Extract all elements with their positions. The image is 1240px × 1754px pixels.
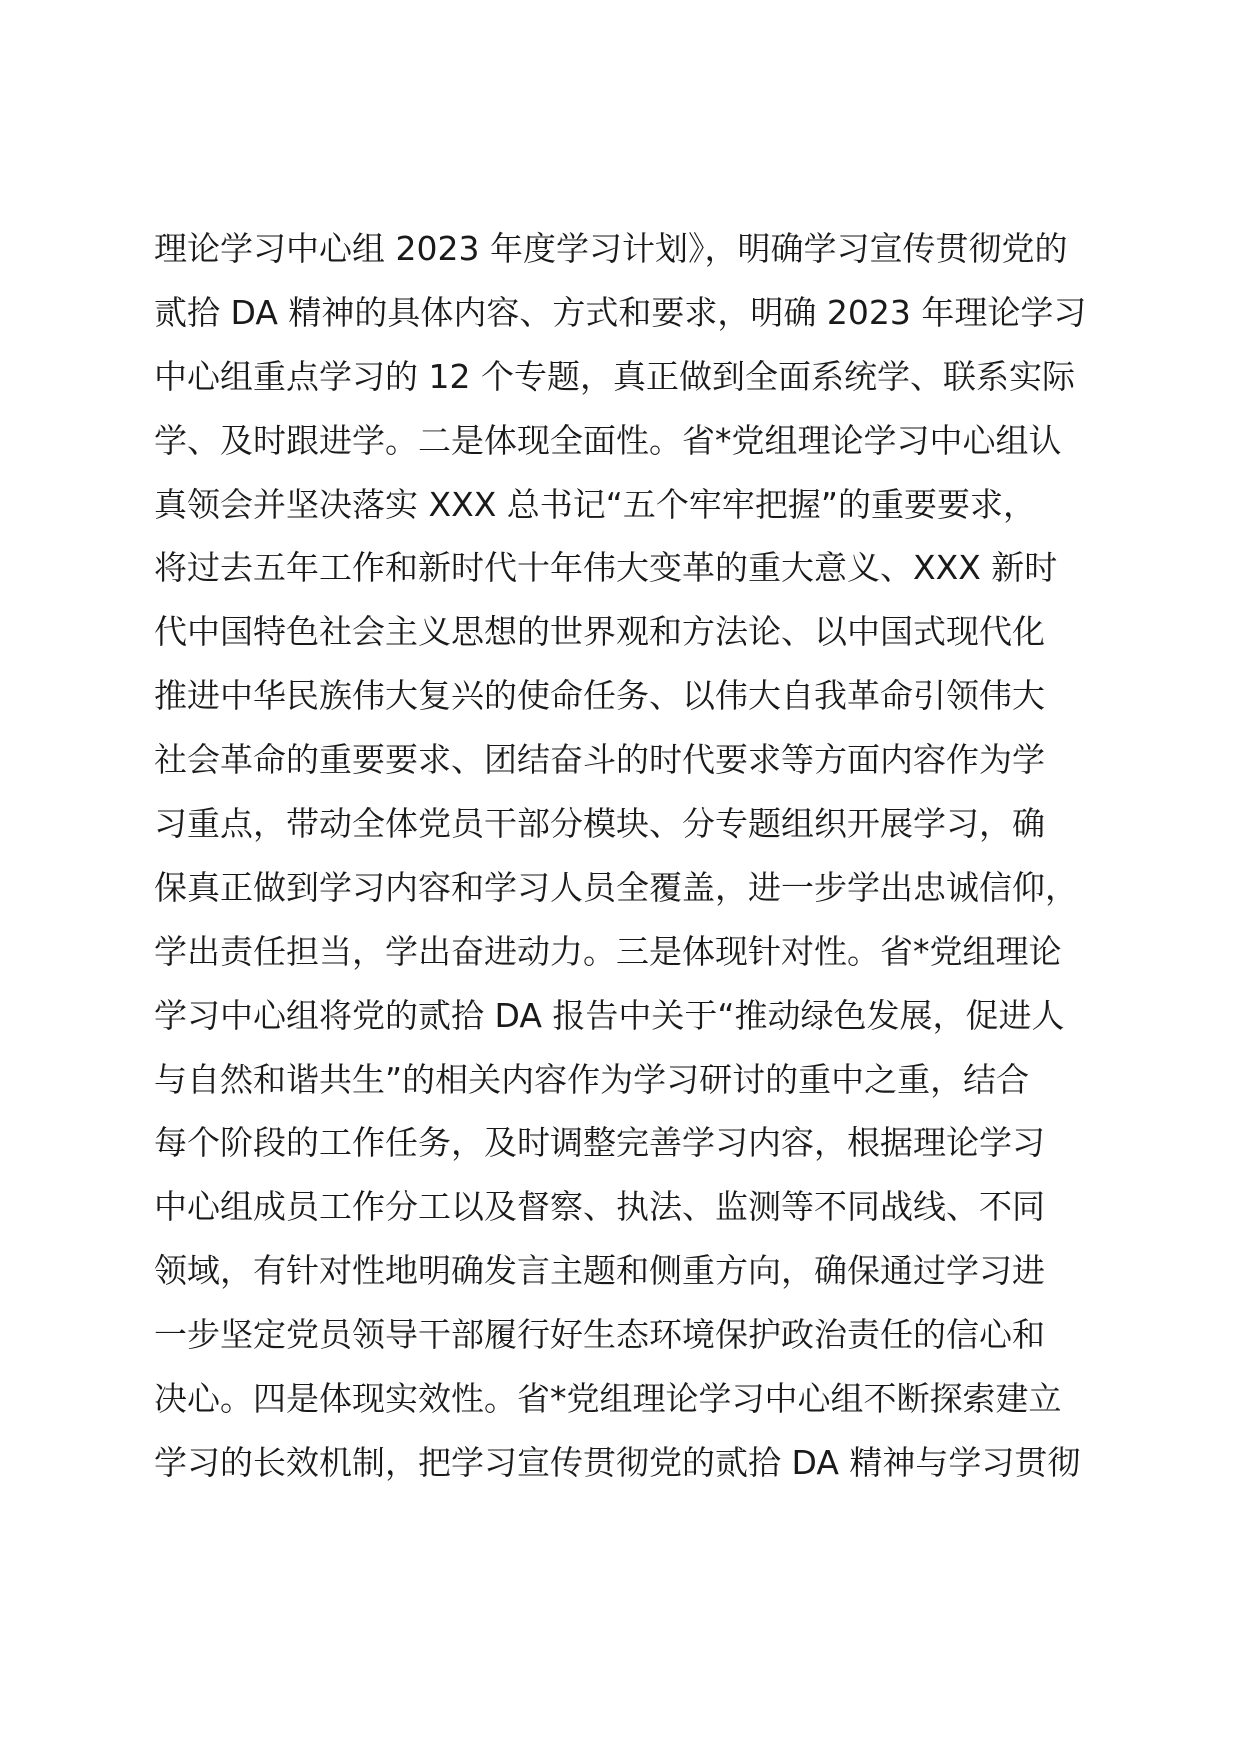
text-line-19: 决心。四是体现实效性。省*党组理论学习中心组不断探索建立 [154, 1379, 1062, 1419]
text-line-4: 学、及时跟进学。二是体现全面性。省*党组理论学习中心组认 [154, 420, 1062, 460]
text-line-5: 真领会并坚决落实 XXX 总书记“五个牢牢把握”的重要要求， [154, 484, 1036, 524]
text-line-14: 与自然和谐共生”的相关内容作为学习研讨的重中之重，结合 [154, 1059, 1030, 1099]
text-line-20: 学习的长效机制，把学习宣传贯彻党的贰拾 DA 精神与学习贯彻 [154, 1442, 1081, 1482]
text-line-15: 每个阶段的工作任务，及时调整完善学习内容，根据理论学习 [154, 1123, 1045, 1163]
text-line-11: 保真正做到学习内容和学习人员全覆盖，进一步学出忠诚信仰， [154, 867, 1078, 907]
text-line-16: 中心组成员工作分工以及督察、执法、监测等不同战线、不同 [154, 1187, 1045, 1227]
text-line-12: 学出责任担当，学出奋进动力。三是体现针对性。省*党组理论 [154, 931, 1062, 971]
text-line-9: 社会革命的重要要求、团结奋斗的时代要求等方面内容作为学 [154, 740, 1045, 780]
body-paragraph [154, 217, 1094, 1495]
text-line-8: 推进中华民族伟大复兴的使命任务、以伟大自我革命引领伟大 [154, 676, 1045, 716]
text-line-10: 习重点，带动全体党员干部分模块、分专题组织开展学习，确 [154, 804, 1045, 844]
text-line-1: 理论学习中心组 2023 年度学习计划》，明确学习宣传贯彻党的 [154, 229, 1068, 268]
text-line-7: 代中国特色社会主义思想的世界观和方法论、以中国式现代化 [154, 612, 1045, 652]
text-line-6: 将过去五年工作和新时代十年伟大变革的重大意义、XXX 新时 [154, 548, 1058, 588]
text-line-13: 学习中心组将党的贰拾 DA 报告中关于“推动绿色发展，促进人 [154, 995, 1065, 1035]
text-line-2: 贰拾 DA 精神的具体内容、方式和要求，明确 2023 年理论学习 [154, 292, 1087, 332]
text-line-18: 一步坚定党员领导干部履行好生态环境保护政治责任的信心和 [154, 1315, 1045, 1355]
text-line-3: 中心组重点学习的 12 个专题，真正做到全面系统学、联系实际 [154, 356, 1075, 396]
text-line-17: 领域，有针对性地明确发言主题和侧重方向，确保通过学习进 [154, 1251, 1045, 1291]
